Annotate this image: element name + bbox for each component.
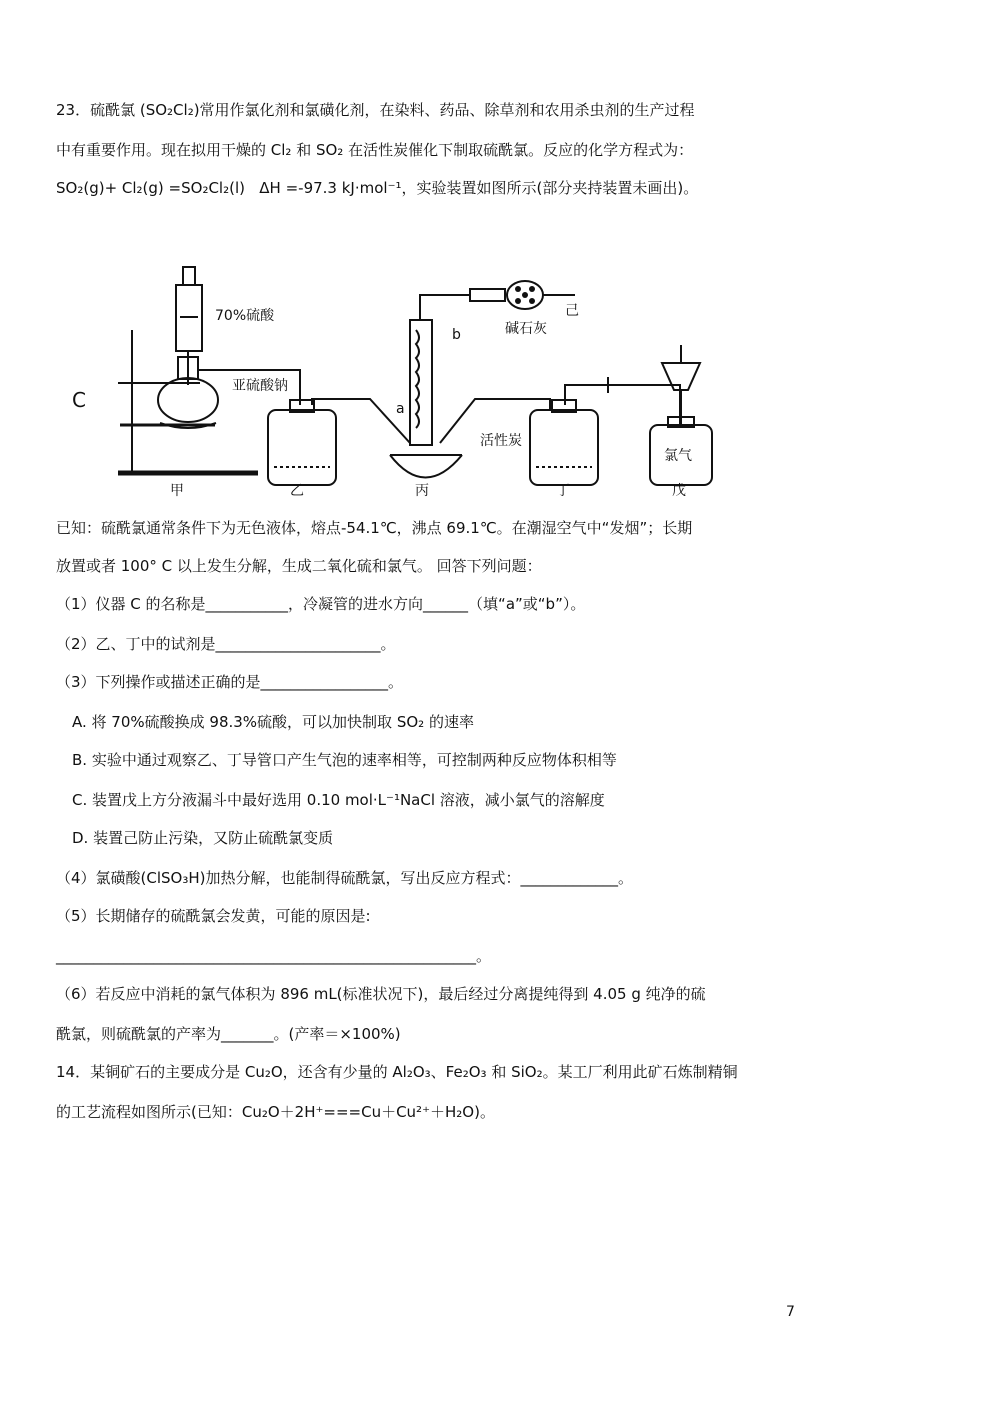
known-line1: 已知：硫酰氯通常条件下为无色液体，熔点-54.1℃，沸点 69.1℃。在潮湿空气中“发烟”；长期 (56, 519, 693, 537)
yi-label: 乙 (290, 483, 304, 499)
chlorine-label: 氯气 (664, 448, 692, 464)
bing-label: 丙 (415, 483, 429, 499)
jia-label: 甲 (170, 483, 184, 499)
sulfite-label: 亚硫酸钠 (232, 378, 288, 394)
option-a: A. 将 70%硫酸换成 98.3%硫酸，可以加快制取 SO₂ 的速率 (72, 713, 474, 731)
q6-line1: （6）若反应中消耗的氯气体积为 896 mL(标准状况下)，最后经过分离提纯得到 4.05 g 纯净的硫 (56, 985, 706, 1003)
q1: （1）仪器 C 的名称是___________，冷凝管的进水方向______（填“a”或“b”）。 (56, 595, 586, 613)
q5-blank: ________________________________________________________。 (56, 947, 492, 965)
q2: （2）乙、丁中的试剂是______________________。 (56, 635, 396, 653)
q23-equation: SO₂(g)+ Cl₂(g) =SO₂Cl₂(l) ΔH =-97.3 kJ·mol⁻¹，实验装置如图所示(部分夹持装置未画出)。 (56, 179, 699, 197)
q6-line2: 酰氯，则硫酰氯的产率为_______。(产率＝×100%) (56, 1025, 401, 1043)
q23-line2: 中有重要作用。现在拟用干燥的 Cl₂ 和 SO₂ 在活性炭催化下制取硫酰氯。反应的化学方程式为： (56, 141, 694, 159)
q23-line1: 23．硫酰氯 (SO₂Cl₂)常用作氯化剂和氯磺化剂，在染料、药品、除草剂和农用杀虫剂的生产过程 (56, 101, 695, 119)
known-line2: 放置或者 100° C 以上发生分解，生成二氧化硫和氯气。 回答下列问题： (56, 557, 542, 575)
b-label: b (452, 327, 461, 343)
option-c: C. 装置戊上方分液漏斗中最好选用 0.10 mol·L⁻¹NaCl 溶液，减小氯气的溶解度 (72, 791, 605, 809)
a-label: a (396, 401, 405, 417)
q14-line1: 14．某铜矿石的主要成分是 Cu₂O，还含有少量的 Al₂O₃、Fe₂O₃ 和 SiO₂。某工厂利用此矿石炼制精铜 (56, 1063, 738, 1081)
q5: （5）长期储存的硫酰氯会发黄，可能的原因是: (56, 907, 371, 925)
soda-lime-label: 碱石灰 (505, 321, 547, 337)
option-b: B. 实验中通过观察乙、丁导管口产生气泡的速率相等，可控制两种反应物体积相等 (72, 751, 617, 769)
apparatus-diagram (0, 255, 992, 505)
carbon-label: 活性炭 (480, 433, 522, 449)
option-d: D. 装置己防止污染，又防止硫酰氯变质 (72, 829, 334, 847)
acid-label: 70%硫酸 (215, 308, 275, 324)
q3: （3）下列操作或描述正确的是_________________。 (56, 673, 404, 691)
c-label: C (72, 388, 86, 412)
page-number: 7 (786, 1304, 795, 1320)
ding-label: 丁 (556, 483, 570, 499)
ji-label: 己 (565, 303, 579, 319)
q14-line2: 的工艺流程如图所示(已知：Cu₂O＋2H⁺===Cu＋Cu²⁺＋H₂O)。 (56, 1103, 495, 1121)
wu-label: 戊 (672, 483, 686, 499)
q4: （4）氯磺酸(ClSO₃H)加热分解，也能制得硫酰氯，写出反应方程式：_____________。 (56, 869, 634, 887)
